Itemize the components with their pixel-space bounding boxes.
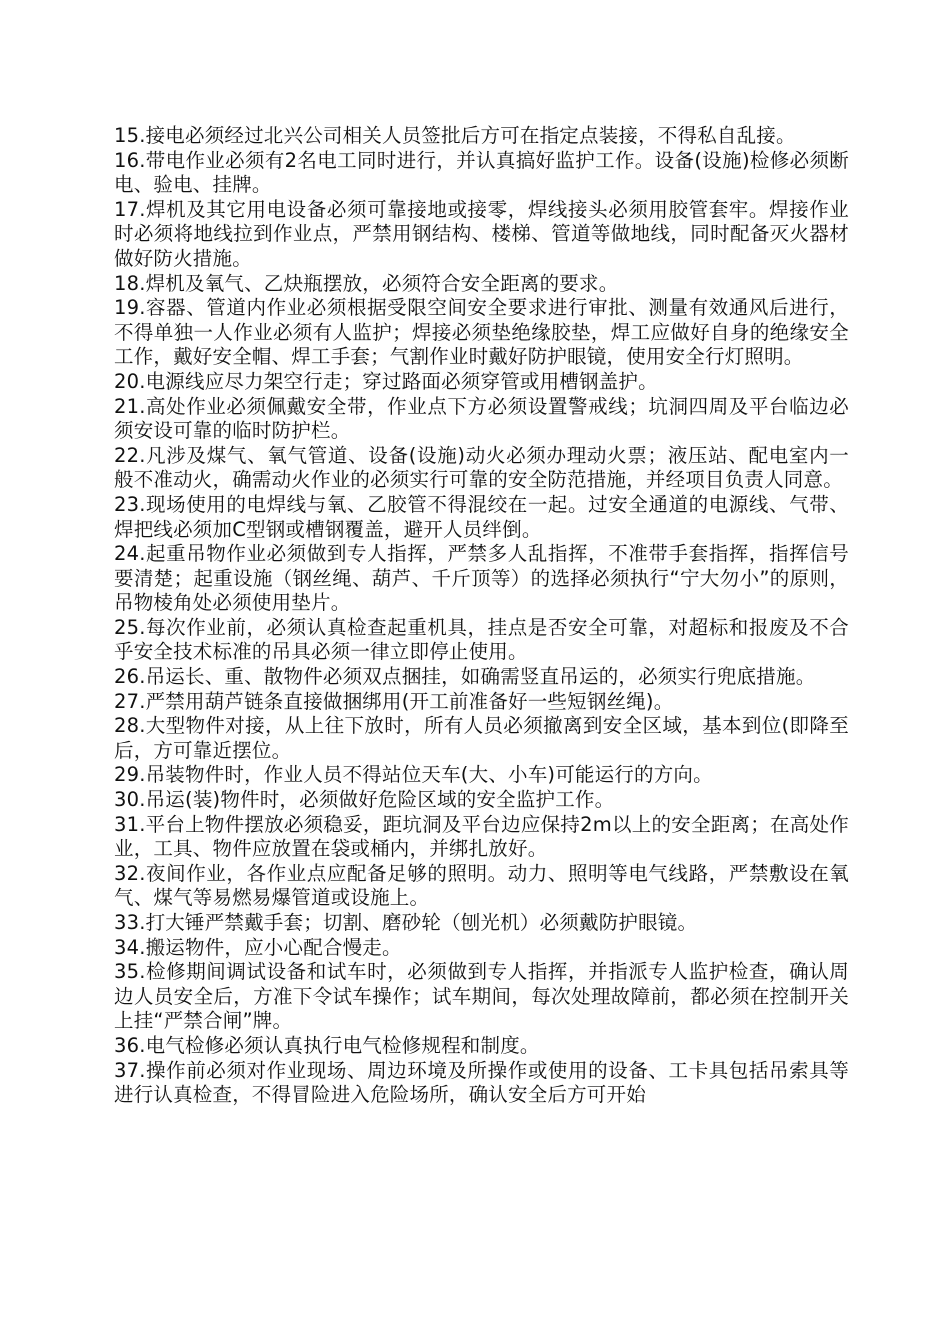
clause-30: 30.吊运(装)物件时，必须做好危险区域的安全监护工作。 [114,788,615,812]
clause-25: 25.每次作业前，必须认真检查起重机具，挂点是否安全可靠，对超标和报废及不合乎安全技术标准的吊具必须一律立即停止使用。 [114,615,849,664]
clause-18: 18.焊机及氧气、乙炔瓶摆放，必须符合安全距离的要求。 [114,271,619,295]
clause-31: 31.平台上物件摆放必须稳妥，距坑洞及平台边应保持2m以上的安全距离；在高处作业，工具、物件应放置在袋或桶内，并绑扎放好。 [114,812,849,861]
clause-36: 36.电气检修必须认真执行电气检修规程和制度。 [114,1033,540,1057]
clause-27: 27.严禁用葫芦链条直接做捆绑用(开工前准备好一些短钢丝绳)。 [114,689,674,713]
clause-24: 24.起重吊物作业必须做到专人指挥，严禁多人乱指挥，不准带手套指挥，指挥信号要清楚；起重设施（钢丝绳、葫芦、千斤顶等）的选择必须执行“宁大勿小”的原则，吊物棱角处必须使用垫片。 [114,542,849,615]
clause-16: 16.带电作业必须有2名电工同时进行，并认真搞好监护工作。设备(设施)检修必须断电、验电、挂牌。 [114,148,849,197]
clause-35: 35.检修期间调试设备和试车时，必须做到专人指挥，并指派专人监护检查，确认周边人员安全后，方准下令试车操作；试车期间，每次处理故障前，都必须在控制开关上挂“严禁合闸”牌。 [114,960,849,1033]
clause-26: 26.吊运长、重、散物件必须双点捆挂，如确需竖直吊运的，必须实行兜底措施。 [114,665,816,689]
safety-rules-body [114,124,849,1108]
clause-32: 32.夜间作业，各作业点应配备足够的照明。动力、照明等电气线路，严禁敷设在氧气、煤气等易燃易爆管道或设施上。 [114,861,849,910]
clause-33: 33.打大锤严禁戴手套；切割、磨砂轮（刨光机）必须戴防护眼镜。 [114,911,698,934]
clause-34: 34.搬运物件，应小心配合慢走。 [114,935,402,959]
clause-22: 22.凡涉及煤气、氧气管道、设备(设施)动火必须办理动火票；液压站、配电室内一般不准动火，确需动火作业的必须实行可靠的安全防范措施，并经项目负责人同意。 [114,443,849,492]
clause-37: 37.操作前必须对作业现场、周边环境及所操作或使用的设备、工卡具包括吊索具等进行认真检查，不得冒险进入危险场所，确认安全后方可开始 [114,1058,849,1107]
clause-19: 19.容器、管道内作业必须根据受限空间安全要求进行审批、测量有效通风后进行，不得单独一人作业必须有人监护；焊接必须垫绝缘胶垫，焊工应做好自身的绝缘安全工作，戴好安全帽、焊工手套；气割作业时戴好防护眼镜，使用安全行灯照明。 [114,296,849,369]
clause-23: 23.现场使用的电焊线与氧、乙胶管不得混绞在一起。过安全通道的电源线、气带、焊把线必须加C型钢或槽钢覆盖，避开人员绊倒。 [114,492,849,541]
clause-20: 20.电源线应尽力架空行走；穿过路面必须穿管或用槽钢盖护。 [114,369,658,393]
clause-17: 17.焊机及其它用电设备必须可靠接地或接零，焊线接头必须用胶管套牢。焊接作业时必须将地线拉到作业点，严禁用钢结构、楼梯、管道等做地线，同时配备灭火器材做好防火措施。 [114,197,849,270]
clause-21: 21.高处作业必须佩戴安全带，作业点下方必须设置警戒线；坑洞四周及平台临边必须安设可靠的临时防护栏。 [114,394,849,443]
clause-29: 29.吊装物件时，作业人员不得站位天车(大、小车)可能运行的方向。 [114,763,713,787]
clause-28: 28.大型物件对接，从上往下放时，所有人员必须撤离到安全区域，基本到位(即降至后，方可靠近摆位。 [114,714,849,762]
clause-15: 15.接电必须经过北兴公司相关人员签批后方可在指定点装接，不得私自乱接。 [114,124,796,147]
